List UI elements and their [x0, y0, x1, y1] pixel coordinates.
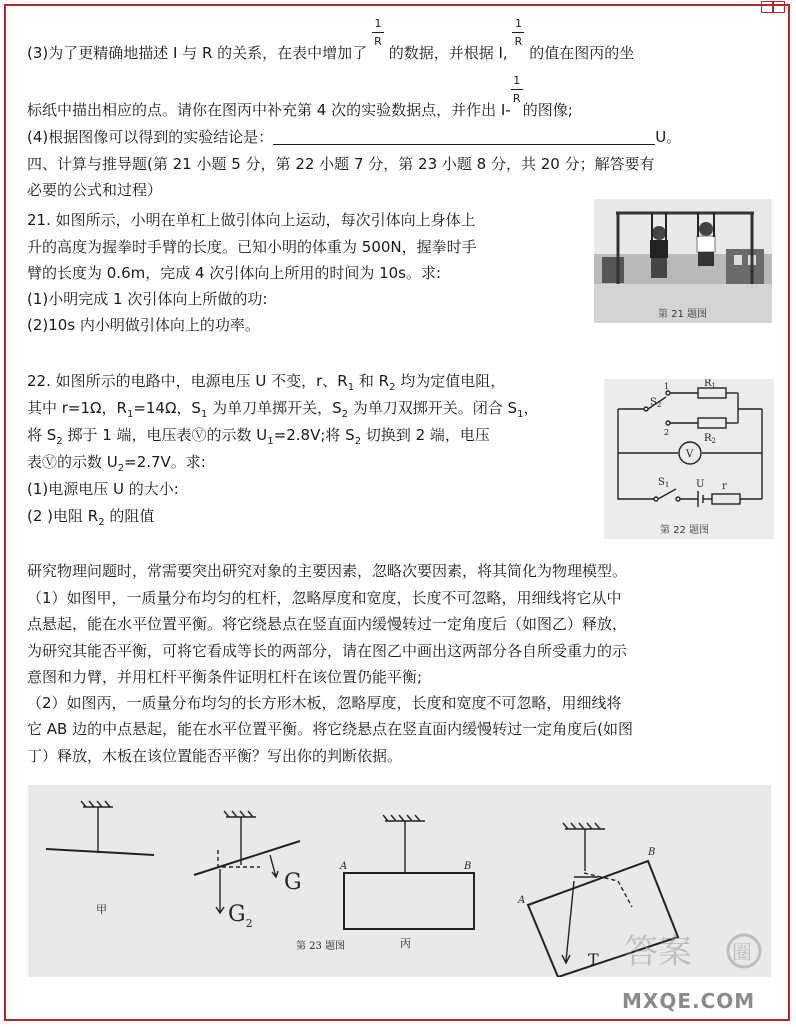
q21-photo: [594, 199, 772, 323]
q23-text: 研究物理问题时，常需要突出研究对象的主要因素，忽略次要因素，将其简化为物理模型。: [27, 562, 628, 580]
q21-figure-caption: 第 21 题图: [658, 309, 708, 320]
corner-mark: [773, 1, 785, 13]
terminal-2-label: 2: [664, 428, 670, 437]
fig-jia-label: 甲: [96, 903, 107, 916]
q22-text: 将 $S_2$ 掷于 1 端，电压表Ⓥ的示数 $U_1=2.8V$;将 $S_2$ 切换到 2 端，电压: [27, 426, 490, 447]
fig-bing-label: 丙: [400, 937, 411, 950]
point-a-label: A: [340, 861, 348, 872]
point-b-label: B: [464, 861, 472, 872]
q21-text: 21. 如图所示，小明在单杠上做引体向上运动，每次引体向上身体上: [27, 211, 476, 229]
section-heading: 四、计算与推导题(第 21 小题 5 分，第 22 小题 7 分，第 23 小题 8 分，共 20 分；解答要有: [27, 155, 655, 173]
resistor-r-label: r: [722, 481, 727, 492]
watermark-bottom: MXQE.COM: [622, 989, 756, 1013]
force-g-label: G: [284, 870, 302, 895]
watermark: [624, 932, 760, 972]
section-heading-cont: 必要的公式和过程）: [27, 181, 163, 199]
q23-figure-caption: 第 23 题图: [296, 941, 346, 952]
q20-part4: (4)根据图像可以得到的实验结论是： U。: [27, 128, 682, 146]
watermark-circle: 圈: [732, 940, 752, 964]
q22-text: 其中 r=1Ω，$R_1=14\Omega$，$S_1$ 为单刀单掷开关，$S_2$ 为单刀双掷开关。闭合 $S_1$，: [27, 399, 539, 420]
q23-text: 它 AB 边的中点悬起，能在水平位置平衡。将它绕悬点在竖直面内缓慢转过一定角度后(如图: [27, 720, 633, 738]
q21-text: 臂的长度为 0.6m，完成 4 次引体向上所用的时间为 10s。求:: [27, 264, 442, 282]
source-u-label: U: [696, 479, 705, 490]
q23-text: 点悬起，能在水平位置平衡。将它绕悬点在竖直面内缓慢转过一定角度后（如图乙）释放，: [27, 615, 628, 633]
q22-sub1: (1)电源电压 U 的大小:: [27, 480, 179, 498]
corner-mark: [761, 1, 773, 13]
force-g2-label: $G_2$: [228, 902, 253, 930]
fraction-one-over-r: $\frac{1}{R}$: [511, 105, 523, 115]
q23-text: 意图和力臂，并用杠杆平衡条件证明杠杆在该位置仍能平衡;: [27, 668, 423, 686]
q22-text: 22. 如图所示的电路中，电源电压 U 不变，r、$R_1$ 和 $R_2$ 均为定值电阻，: [27, 372, 506, 393]
switch-s1-label: $S_1$: [658, 477, 670, 489]
r2-label: $R_2$: [704, 433, 716, 445]
q22-text: 表Ⓥ的示数 $U_2=2.7V$。求:: [27, 453, 206, 474]
watermark-top: 答案: [624, 932, 692, 972]
answer-blank[interactable]: [273, 130, 655, 145]
terminal-1-label: 1: [664, 382, 670, 391]
fraction-one-over-r: $\frac{1}{R}$: [512, 48, 524, 58]
q23-figure: [28, 785, 771, 977]
q21-sub1: (1)小明完成 1 次引体向上所做的功:: [27, 290, 268, 308]
q23-text: （1）如图甲，一质量分布均匀的杠杆，忽略厚度和宽度，长度不可忽略，用细线将它从中: [27, 589, 622, 607]
circuit-diagram: [604, 379, 774, 539]
point-b-rotated-label: B: [648, 847, 656, 858]
force-t-label: T: [588, 950, 599, 969]
q22-figure-caption: 第 22 题图: [660, 525, 710, 536]
q23-text: 为研究其能否平衡，可将它看成等长的两部分，请在图乙中画出这两部分各自所受重力的示: [27, 642, 628, 660]
q23-text: 丁）释放，木板在该位置能否平衡？写出你的判断依据。: [27, 747, 403, 765]
q20-part3-line2: 标纸中描出相应的点。请你在图丙中补充第 4 次的实验数据点，并作出 I- $\frac{1}{R}$ 的图像;: [27, 74, 573, 119]
q20-part3-line1: (3)为了更精确地描述 I 与 R 的关系，在表中增加了 $\frac{1}{R}$ 的数据，并根据 I, $\frac{1}{R}$ 的值在图丙的坐: [27, 17, 635, 62]
q22-circuit-figure: [604, 379, 774, 539]
voltmeter-label: V: [686, 449, 694, 460]
point-a-rotated-label: A: [518, 895, 526, 906]
q21-sub2: (2)10s 内小明做引体向上的功率。: [27, 316, 260, 334]
r1-label: $R_1$: [704, 379, 716, 390]
lever-diagrams: [28, 785, 771, 977]
q23-text: （2）如图丙，一质量分布均匀的长方形木板，忽略厚度，长度和宽度不可忽略，用细线将: [27, 694, 622, 712]
switch-s2-label: $S_2$: [650, 397, 662, 409]
q22-sub2: (2 )电阻 $R_2$ 的阻值: [27, 507, 155, 528]
fraction-one-over-r: $\frac{1}{R}$: [372, 48, 384, 58]
q21-text: 升的高度为握拳时手臂的长度。已知小明的体重为 500N，握拳时手: [27, 238, 477, 256]
